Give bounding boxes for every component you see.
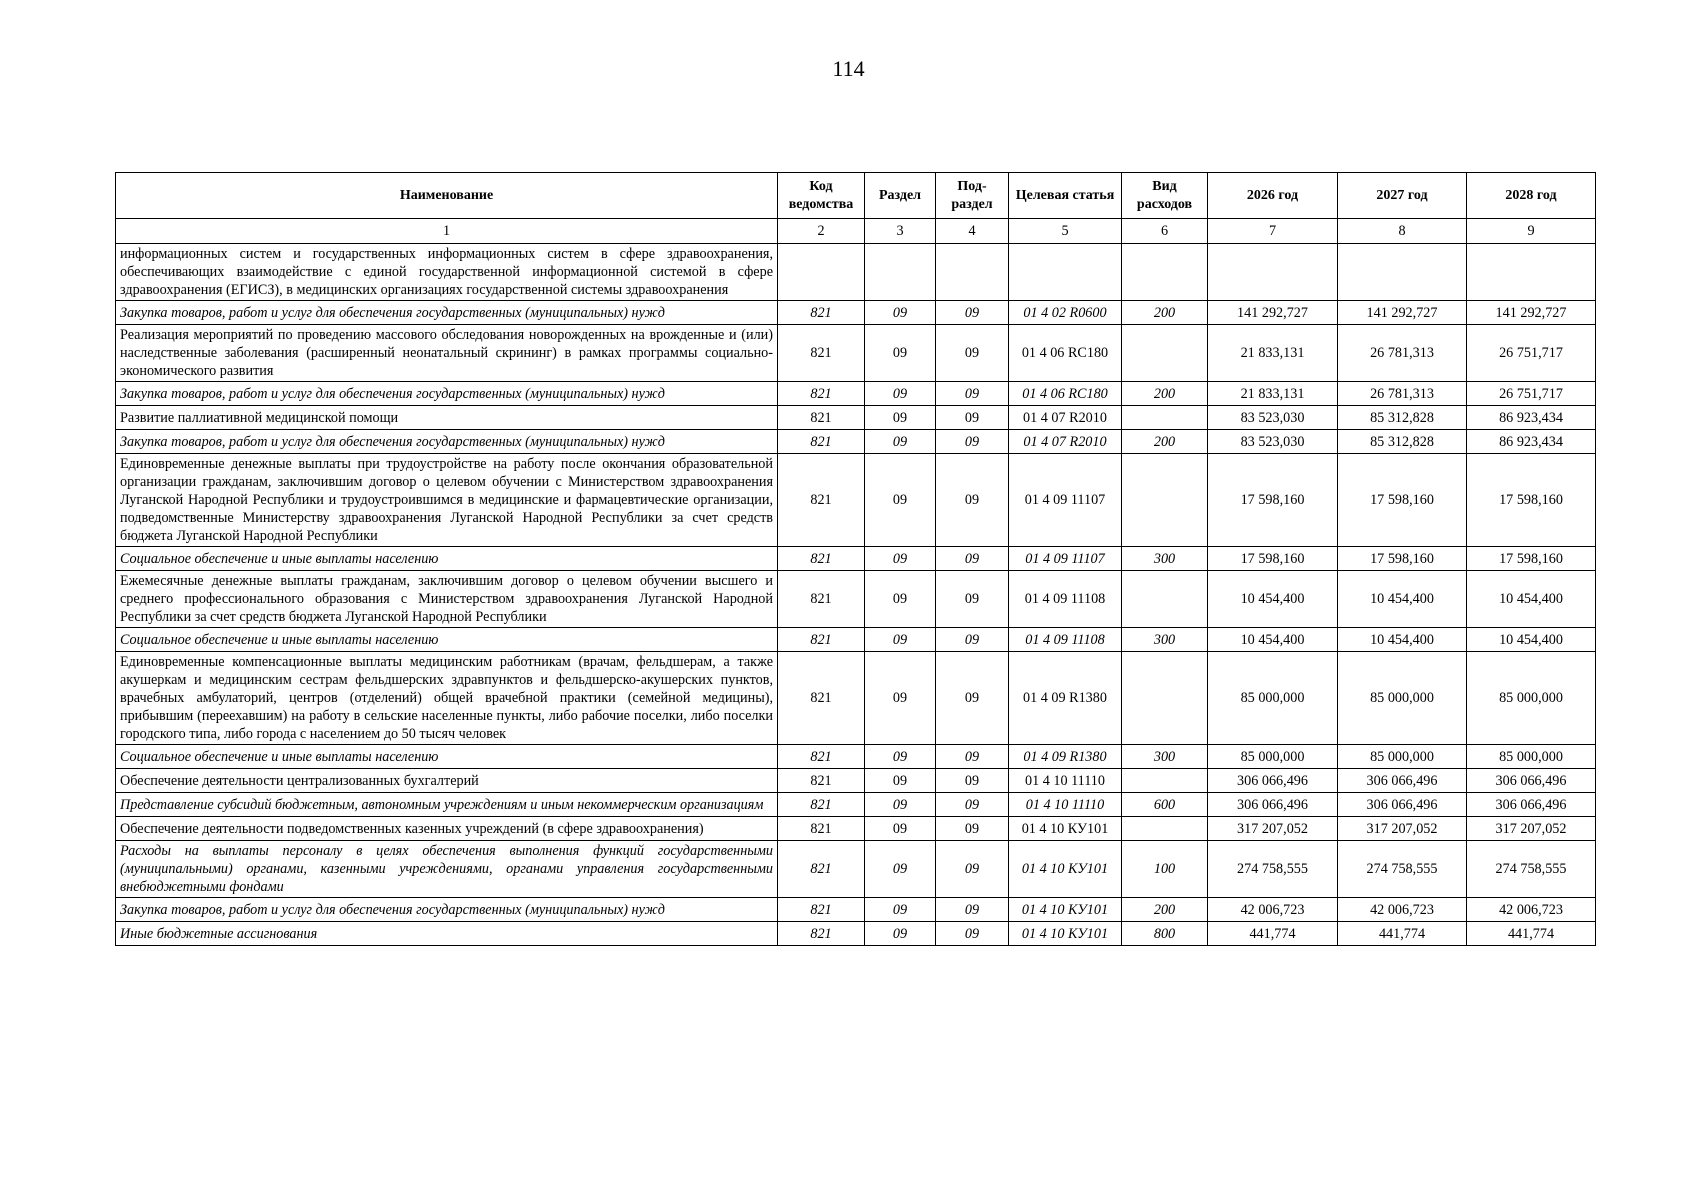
row-target-article <box>1009 244 1122 301</box>
row-subsection <box>936 244 1009 301</box>
row-amount-2028: 10 454,400 <box>1467 571 1596 628</box>
row-amount-2026: 21 833,131 <box>1208 382 1338 406</box>
row-dept-code: 821 <box>778 430 865 454</box>
row-subsection: 09 <box>936 325 1009 382</box>
table-row <box>116 652 1596 745</box>
table-row <box>116 793 1596 817</box>
row-dept-code: 821 <box>778 841 865 898</box>
column-number: 6 <box>1122 219 1208 244</box>
row-section: 09 <box>865 325 936 382</box>
row-expense-type: 300 <box>1122 628 1208 652</box>
column-number-row <box>116 219 1596 244</box>
row-dept-code: 821 <box>778 325 865 382</box>
row-subsection: 09 <box>936 382 1009 406</box>
row-target-article: 01 4 02 R0600 <box>1009 301 1122 325</box>
row-amount-2027: 274 758,555 <box>1338 841 1467 898</box>
row-target-article: 01 4 09 11108 <box>1009 628 1122 652</box>
table-row <box>116 898 1596 922</box>
row-subsection: 09 <box>936 430 1009 454</box>
row-section: 09 <box>865 769 936 793</box>
row-amount-2027: 10 454,400 <box>1338 571 1467 628</box>
row-dept-code: 821 <box>778 793 865 817</box>
header-subsection: Под-раздел <box>936 173 1009 219</box>
row-expense-type: 800 <box>1122 922 1208 946</box>
row-amount-2027: 441,774 <box>1338 922 1467 946</box>
row-amount-2027: 306 066,496 <box>1338 769 1467 793</box>
row-dept-code: 821 <box>778 769 865 793</box>
column-number: 9 <box>1467 219 1596 244</box>
header-row <box>116 173 1596 219</box>
row-expense-type <box>1122 817 1208 841</box>
row-subsection: 09 <box>936 841 1009 898</box>
row-amount-2028: 85 000,000 <box>1467 652 1596 745</box>
row-expense-type <box>1122 454 1208 547</box>
row-amount-2027: 141 292,727 <box>1338 301 1467 325</box>
header-expense-type: Вид расходов <box>1122 173 1208 219</box>
table-row <box>116 571 1596 628</box>
row-dept-code: 821 <box>778 406 865 430</box>
table-body <box>116 244 1596 946</box>
row-section: 09 <box>865 571 936 628</box>
row-subsection: 09 <box>936 769 1009 793</box>
header-target-article: Целевая статья <box>1009 173 1122 219</box>
row-dept-code: 821 <box>778 628 865 652</box>
row-amount-2027: 317 207,052 <box>1338 817 1467 841</box>
row-name: Социальное обеспечение и иные выплаты населению <box>116 628 778 652</box>
row-expense-type <box>1122 769 1208 793</box>
row-expense-type: 200 <box>1122 898 1208 922</box>
row-amount-2028: 86 923,434 <box>1467 406 1596 430</box>
row-amount-2026: 306 066,496 <box>1208 793 1338 817</box>
column-number: 8 <box>1338 219 1467 244</box>
row-subsection: 09 <box>936 406 1009 430</box>
row-name: Реализация мероприятий по проведению массового обследования новорожденных на врожденные и (или) наследственные заболевания (расширенный неонатальный скрининг) в рамках программы социально-экономического развития <box>116 325 778 382</box>
table-row <box>116 922 1596 946</box>
row-dept-code: 821 <box>778 547 865 571</box>
row-section: 09 <box>865 793 936 817</box>
row-amount-2026: 10 454,400 <box>1208 628 1338 652</box>
table-row <box>116 454 1596 547</box>
row-subsection: 09 <box>936 817 1009 841</box>
row-amount-2027: 17 598,160 <box>1338 454 1467 547</box>
row-amount-2027: 17 598,160 <box>1338 547 1467 571</box>
header-year-2026: 2026 год <box>1208 173 1338 219</box>
row-dept-code: 821 <box>778 898 865 922</box>
row-section: 09 <box>865 652 936 745</box>
row-amount-2027: 42 006,723 <box>1338 898 1467 922</box>
row-dept-code: 821 <box>778 652 865 745</box>
row-section: 09 <box>865 430 936 454</box>
table-row <box>116 769 1596 793</box>
table-row <box>116 382 1596 406</box>
row-name: Закупка товаров, работ и услуг для обеспечения государственных (муниципальных) нужд <box>116 430 778 454</box>
row-amount-2026: 17 598,160 <box>1208 547 1338 571</box>
row-section: 09 <box>865 898 936 922</box>
table-row <box>116 406 1596 430</box>
row-expense-type <box>1122 406 1208 430</box>
row-amount-2028: 26 751,717 <box>1467 382 1596 406</box>
row-amount-2026: 83 523,030 <box>1208 430 1338 454</box>
row-expense-type: 200 <box>1122 301 1208 325</box>
row-amount-2026: 10 454,400 <box>1208 571 1338 628</box>
row-name: Закупка товаров, работ и услуг для обеспечения государственных (муниципальных) нужд <box>116 301 778 325</box>
row-name: Закупка товаров, работ и услуг для обеспечения государственных (муниципальных) нужд <box>116 898 778 922</box>
row-amount-2027: 85 000,000 <box>1338 745 1467 769</box>
row-name: Социальное обеспечение и иные выплаты населению <box>116 745 778 769</box>
table-row <box>116 628 1596 652</box>
row-section: 09 <box>865 406 936 430</box>
row-dept-code: 821 <box>778 301 865 325</box>
row-amount-2026: 85 000,000 <box>1208 745 1338 769</box>
row-amount-2027: 26 781,313 <box>1338 382 1467 406</box>
row-target-article: 01 4 07 R2010 <box>1009 406 1122 430</box>
row-target-article: 01 4 10 КУ101 <box>1009 817 1122 841</box>
row-expense-type <box>1122 652 1208 745</box>
header-name: Наименование <box>116 173 778 219</box>
row-name: Развитие паллиативной медицинской помощи <box>116 406 778 430</box>
row-amount-2026 <box>1208 244 1338 301</box>
row-amount-2026: 85 000,000 <box>1208 652 1338 745</box>
table-row <box>116 301 1596 325</box>
table-row <box>116 817 1596 841</box>
row-amount-2026: 306 066,496 <box>1208 769 1338 793</box>
table-row <box>116 244 1596 301</box>
row-target-article: 01 4 06 RC180 <box>1009 325 1122 382</box>
table-row <box>116 745 1596 769</box>
row-section: 09 <box>865 301 936 325</box>
row-amount-2026: 83 523,030 <box>1208 406 1338 430</box>
row-name: Единовременные компенсационные выплаты медицинским работникам (врачам, фельдшерам, а также акушеркам и медицинским сестрам фельдшерских здравпунктов и фельдшерско-акушерских пунктов, врачебных амбулаторий, центров (отделений) общей врачебной практики (семейной медицины), прибывшим (переехавшим) на работу в сельские населенные пункты, либо рабочие поселки, либо поселки городского типа, либо города с населением до 50 тысяч человек <box>116 652 778 745</box>
row-amount-2028: 17 598,160 <box>1467 454 1596 547</box>
row-dept-code: 821 <box>778 571 865 628</box>
row-amount-2028 <box>1467 244 1596 301</box>
table-row <box>116 325 1596 382</box>
row-subsection: 09 <box>936 922 1009 946</box>
row-target-article: 01 4 06 RC180 <box>1009 382 1122 406</box>
row-amount-2026: 21 833,131 <box>1208 325 1338 382</box>
table-row <box>116 430 1596 454</box>
row-target-article: 01 4 10 КУ101 <box>1009 841 1122 898</box>
row-name: информационных систем и государственных информационных систем в сфере здравоохранения, обеспечивающих взаимодействие с единой государственной информационной системой в сфере здравоохранения (ЕГИСЗ), в медицинских организациях государственной системы здравоохранения <box>116 244 778 301</box>
row-name: Представление субсидий бюджетным, автономным учреждениям и иным некоммерческим организациям <box>116 793 778 817</box>
row-amount-2028: 306 066,496 <box>1467 793 1596 817</box>
row-amount-2028: 141 292,727 <box>1467 301 1596 325</box>
row-amount-2027: 26 781,313 <box>1338 325 1467 382</box>
row-amount-2027: 306 066,496 <box>1338 793 1467 817</box>
row-amount-2028: 86 923,434 <box>1467 430 1596 454</box>
row-expense-type: 200 <box>1122 430 1208 454</box>
row-subsection: 09 <box>936 652 1009 745</box>
row-subsection: 09 <box>936 301 1009 325</box>
row-name: Обеспечение деятельности подведомственных казенных учреждений (в сфере здравоохранения) <box>116 817 778 841</box>
row-subsection: 09 <box>936 547 1009 571</box>
row-target-article: 01 4 10 11110 <box>1009 769 1122 793</box>
row-amount-2026: 274 758,555 <box>1208 841 1338 898</box>
row-section: 09 <box>865 817 936 841</box>
row-amount-2026: 317 207,052 <box>1208 817 1338 841</box>
row-expense-type <box>1122 571 1208 628</box>
row-target-article: 01 4 09 R1380 <box>1009 652 1122 745</box>
row-amount-2026: 17 598,160 <box>1208 454 1338 547</box>
row-subsection: 09 <box>936 793 1009 817</box>
row-amount-2028: 317 207,052 <box>1467 817 1596 841</box>
row-amount-2026: 42 006,723 <box>1208 898 1338 922</box>
row-subsection: 09 <box>936 745 1009 769</box>
row-target-article: 01 4 09 11108 <box>1009 571 1122 628</box>
row-target-article: 01 4 09 R1380 <box>1009 745 1122 769</box>
row-name: Ежемесячные денежные выплаты гражданам, заключившим договор о целевом обучении высшего и среднего профессионального образования с Министерством здравоохранения Луганской Народной Республики за счет средств бюджета Луганской Народной Республики <box>116 571 778 628</box>
header-year-2027: 2027 год <box>1338 173 1467 219</box>
column-number: 5 <box>1009 219 1122 244</box>
row-expense-type: 300 <box>1122 547 1208 571</box>
column-number: 1 <box>116 219 778 244</box>
row-dept-code: 821 <box>778 922 865 946</box>
header-section: Раздел <box>865 173 936 219</box>
row-section: 09 <box>865 454 936 547</box>
row-dept-code <box>778 244 865 301</box>
row-target-article: 01 4 09 11107 <box>1009 454 1122 547</box>
row-section: 09 <box>865 745 936 769</box>
row-amount-2026: 141 292,727 <box>1208 301 1338 325</box>
row-expense-type: 600 <box>1122 793 1208 817</box>
row-expense-type: 300 <box>1122 745 1208 769</box>
row-target-article: 01 4 10 11110 <box>1009 793 1122 817</box>
budget-table <box>115 172 1596 946</box>
row-amount-2028: 306 066,496 <box>1467 769 1596 793</box>
row-section: 09 <box>865 922 936 946</box>
row-amount-2028: 274 758,555 <box>1467 841 1596 898</box>
row-section: 09 <box>865 628 936 652</box>
row-expense-type <box>1122 244 1208 301</box>
row-subsection: 09 <box>936 898 1009 922</box>
row-dept-code: 821 <box>778 454 865 547</box>
row-amount-2028: 42 006,723 <box>1467 898 1596 922</box>
row-expense-type: 200 <box>1122 382 1208 406</box>
row-dept-code: 821 <box>778 817 865 841</box>
row-expense-type <box>1122 325 1208 382</box>
row-amount-2028: 85 000,000 <box>1467 745 1596 769</box>
row-amount-2027: 10 454,400 <box>1338 628 1467 652</box>
row-dept-code: 821 <box>778 745 865 769</box>
row-amount-2027: 85 000,000 <box>1338 652 1467 745</box>
row-subsection: 09 <box>936 628 1009 652</box>
row-amount-2028: 441,774 <box>1467 922 1596 946</box>
row-section: 09 <box>865 382 936 406</box>
row-amount-2027 <box>1338 244 1467 301</box>
column-number: 7 <box>1208 219 1338 244</box>
column-number: 4 <box>936 219 1009 244</box>
row-amount-2027: 85 312,828 <box>1338 406 1467 430</box>
row-amount-2028: 17 598,160 <box>1467 547 1596 571</box>
row-target-article: 01 4 10 КУ101 <box>1009 922 1122 946</box>
column-number: 2 <box>778 219 865 244</box>
row-section <box>865 244 936 301</box>
row-name: Социальное обеспечение и иные выплаты населению <box>116 547 778 571</box>
row-subsection: 09 <box>936 454 1009 547</box>
row-amount-2028: 10 454,400 <box>1467 628 1596 652</box>
header-year-2028: 2028 год <box>1467 173 1596 219</box>
row-amount-2026: 441,774 <box>1208 922 1338 946</box>
row-amount-2027: 85 312,828 <box>1338 430 1467 454</box>
header-dept-code: Код ведомства <box>778 173 865 219</box>
row-dept-code: 821 <box>778 382 865 406</box>
row-name: Иные бюджетные ассигнования <box>116 922 778 946</box>
row-expense-type: 100 <box>1122 841 1208 898</box>
row-name: Закупка товаров, работ и услуг для обеспечения государственных (муниципальных) нужд <box>116 382 778 406</box>
page-number: 114 <box>832 56 865 81</box>
row-name: Расходы на выплаты персоналу в целях обеспечения выполнения функций государственными (муниципальными) органами, казенными учреждениями, органами управления государственными внебюджетными фондами <box>116 841 778 898</box>
table-row <box>116 547 1596 571</box>
row-name: Обеспечение деятельности централизованных бухгалтерий <box>116 769 778 793</box>
row-target-article: 01 4 10 КУ101 <box>1009 898 1122 922</box>
row-section: 09 <box>865 547 936 571</box>
row-subsection: 09 <box>936 571 1009 628</box>
row-amount-2028: 26 751,717 <box>1467 325 1596 382</box>
row-target-article: 01 4 09 11107 <box>1009 547 1122 571</box>
table-row <box>116 841 1596 898</box>
column-number: 3 <box>865 219 936 244</box>
row-section: 09 <box>865 841 936 898</box>
row-name: Единовременные денежные выплаты при трудоустройстве на работу после окончания образовательной организации гражданам, заключившим договор о целевом обучении с Министерством здравоохранения Луганской Народной Республики и трудоустроившимся в медицинские и фармацевтические организации, подведомственные Министерству здравоохранения Луганской Народной Республики за счет средств бюджета Луганской Народной Республики <box>116 454 778 547</box>
row-target-article: 01 4 07 R2010 <box>1009 430 1122 454</box>
